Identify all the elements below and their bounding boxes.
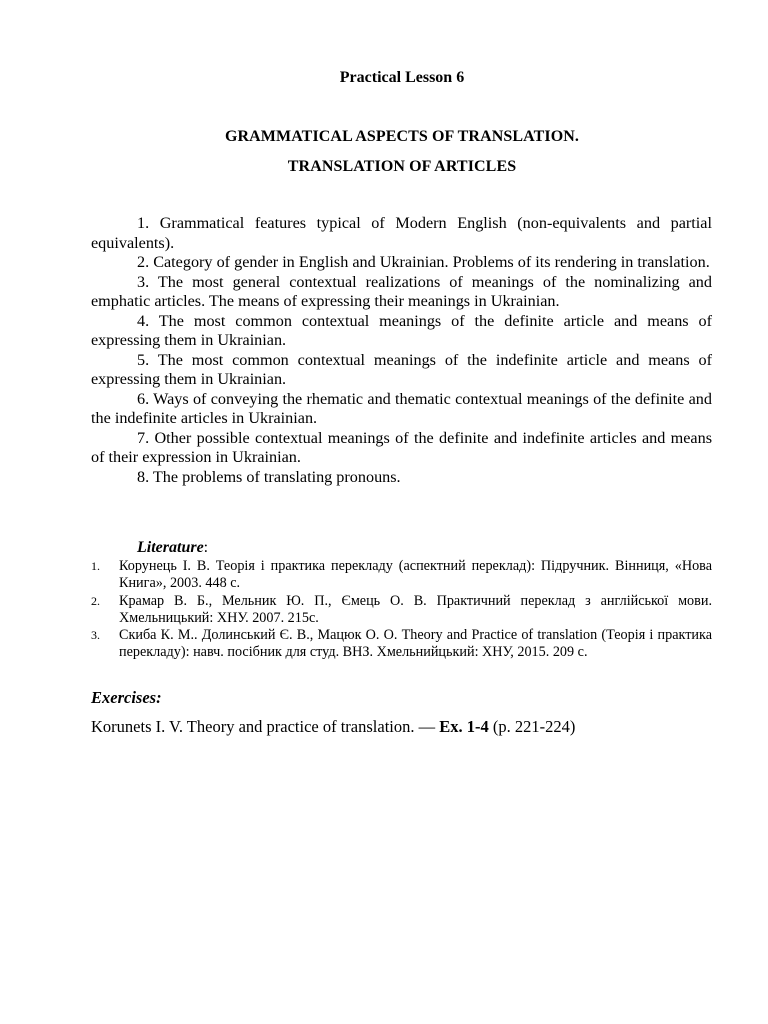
literature-item [91,558,712,592]
literature-item [91,593,712,627]
topic-item: 3. The most general contextual realizations of meanings of the nominalizing and emphatic articles. The means of expressing their meanings in Ukrainian. [91,272,712,310]
heading-translation-of-articles: TRANSLATION OF ARTICLES [287,158,517,175]
exercises-heading: Exercises: [91,688,162,707]
exercises-label: Ex. 1-4 [439,717,489,736]
topics-list [91,214,712,487]
literature-item-text: Скиба К. М.. Долинський Є. В., Мацюк О. О. Theory and Practice of translation (Теорія і практика перекладу): навч. посібник для студ. ВНЗ. Хмельнийцький: ХНУ, 2015. 209 с. [119,627,712,660]
topic-item: 6. Ways of conveying the rhematic and thematic contextual meanings of the definite and the indefinite articles in Ukrainian. [91,389,712,427]
literature-item-number: 3. [91,628,100,642]
topic-item: 1. Grammatical features typical of Modern English (non-equivalents and partial equivalents). [91,214,712,252]
exercises-pages: (p. 221-224) [488,717,576,736]
topic-item: 8. The problems of translating pronouns. [137,467,401,486]
literature-heading-text: Literature [137,539,204,556]
lesson-title: Practical Lesson 6 [339,69,465,86]
literature-item [91,627,712,661]
literature-item-text: Крамар В. Б., Мельник Ю. П., Ємець О. В. Практичний переклад з англійської мови. Хмельницький: ХНУ. 2007. 215с. [119,592,712,626]
literature-item-number: 1. [91,559,100,573]
literature-list [91,558,712,662]
topic-item: 2. Category of gender in English and Ukrainian. Problems of its rendering in translation. [137,253,710,271]
topic-item: 7. Other possible contextual meanings of the definite and indefinite articles and means of their expression in Ukrainian. [91,428,712,466]
topic-item: 5. The most common contextual meanings of the indefinite article and means of expressing them in Ukrainian. [91,350,712,388]
topic-item: 4. The most common contextual meanings of the definite article and means of expressing them in Ukrainian. [91,311,712,349]
literature-item-number: 2. [91,593,100,608]
exercises-assignment [91,717,575,737]
literature-item-text: Корунець І. В. Теорія і практика перекладу (аспектний переклад): Підручник. Вінниця, «Нова Книга», 2003. 448 с. [119,558,712,591]
literature-heading-colon: : [203,539,209,556]
heading-grammatical-aspects: GRAMMATICAL ASPECTS OF TRANSLATION. [224,128,580,145]
literature-heading [137,539,208,557]
exercises-source: Korunets I. V. Theory and practice of translation. — [91,717,440,736]
